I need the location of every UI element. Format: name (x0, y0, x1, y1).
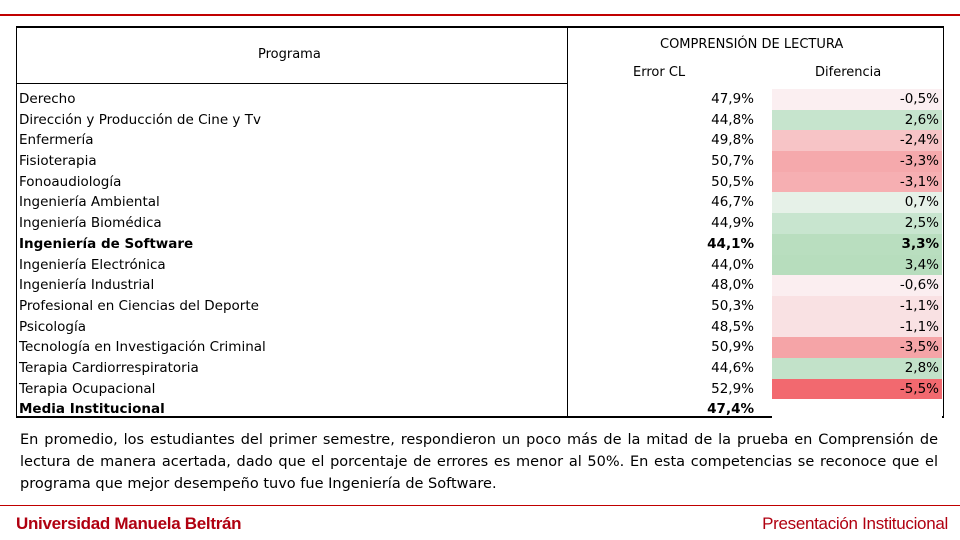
diferencia-cell: -1,1% (772, 317, 942, 338)
table-row (16, 337, 944, 358)
error-cl-cell: 44,1% (707, 235, 754, 252)
error-cl-cell: 44,8% (711, 111, 754, 128)
programa-cell: Dirección y Producción de Cine y Tv (19, 111, 261, 128)
table-row (16, 317, 944, 338)
university-logo-text: Universidad Manuela Beltrán (16, 514, 242, 533)
programa-cell: Derecho (19, 91, 76, 107)
error-cl-cell: 44,9% (711, 215, 754, 232)
header-comprension-lectura: COMPRENSIÓN DE LECTURA (660, 37, 844, 52)
table-row (16, 192, 944, 213)
bottom-rule (0, 505, 960, 506)
error-cl-cell: 44,0% (711, 256, 754, 273)
programa-cell: Ingeniería Industrial (19, 277, 155, 294)
summary-paragraph: En promedio, los estudiantes del primer semestre, respondieron un poco más de la mitad de la prueba en Comprensión de lectura de manera acertada, dado que el porcentaje de errores es menor al 50%. En esta competencias se reconoce que el programa que mejor desempeño tuvo fue Ingeniería de Software. (20, 432, 938, 492)
diferencia-cell: -0,6% (772, 275, 942, 296)
table-row (16, 275, 944, 296)
diferencia-cell: -2,4% (772, 130, 942, 151)
programa-cell: Terapia Cardiorrespiratoria (19, 359, 199, 376)
header-programa: Programa (258, 47, 321, 62)
error-cl-cell: 50,9% (711, 339, 754, 356)
table-row (16, 151, 944, 172)
programa-cell: Tecnología en Investigación Criminal (19, 339, 266, 356)
table-row (16, 110, 944, 131)
diferencia-cell: -3,1% (772, 172, 942, 193)
table-row (16, 213, 944, 234)
table-row (16, 255, 944, 276)
diferencia-cell: 2,5% (772, 213, 942, 234)
programa-cell: Psicología (19, 318, 86, 335)
programa-cell: Ingeniería Biomédica (19, 215, 162, 232)
error-cl-cell: 48,5% (711, 318, 754, 335)
diferencia-cell: 3,4% (772, 255, 942, 276)
diferencia-cell (772, 399, 942, 420)
presentation-title: Presentación Institucional (762, 514, 948, 533)
header-error-cl: Error CL (633, 65, 686, 80)
table-row (16, 89, 944, 110)
table-row (16, 379, 944, 400)
programa-cell: Fisioterapia (19, 153, 97, 170)
diferencia-cell: 0,7% (772, 192, 942, 213)
error-cl-cell: 50,3% (711, 297, 754, 314)
table-row (16, 399, 944, 420)
header-diferencia: Diferencia (815, 65, 882, 80)
error-cl-cell: 49,8% (711, 132, 754, 149)
diferencia-cell: -0,5% (772, 89, 942, 110)
diferencia-cell: -1,1% (772, 296, 942, 317)
diferencia-cell: -3,3% (772, 151, 942, 172)
error-cl-cell: 50,7% (711, 153, 754, 170)
table-row (16, 358, 944, 379)
table-body (16, 89, 944, 420)
error-cl-cell: 47,9% (711, 91, 754, 107)
diferencia-cell: 2,6% (772, 110, 942, 131)
diferencia-cell: -3,5% (772, 337, 942, 358)
programa-cell: Media Institucional (19, 401, 165, 418)
programa-cell: Ingeniería de Software (19, 235, 194, 252)
diferencia-cell: -5,5% (772, 379, 942, 400)
top-rule (0, 14, 960, 16)
error-cl-cell: 44,6% (711, 359, 754, 376)
programa-cell: Fonoaudiología (19, 173, 122, 190)
table-row (16, 130, 944, 151)
table-row (16, 296, 944, 317)
programa-cell: Ingeniería Electrónica (19, 256, 166, 273)
header-divider (16, 83, 568, 84)
error-cl-cell: 48,0% (711, 277, 754, 294)
programa-cell: Terapia Ocupacional (19, 380, 156, 397)
error-cl-cell: 52,9% (711, 380, 754, 397)
programa-cell: Profesional en Ciencias del Deporte (19, 297, 259, 314)
error-cl-cell: 50,5% (711, 173, 754, 190)
programa-cell: Enfermería (19, 132, 94, 149)
programa-cell: Ingeniería Ambiental (19, 194, 160, 211)
diferencia-cell: 2,8% (772, 358, 942, 379)
table-row (16, 172, 944, 193)
diferencia-cell: 3,3% (772, 234, 942, 255)
table-row (16, 234, 944, 255)
error-cl-cell: 46,7% (711, 194, 754, 211)
error-cl-cell: 47,4% (707, 401, 754, 418)
